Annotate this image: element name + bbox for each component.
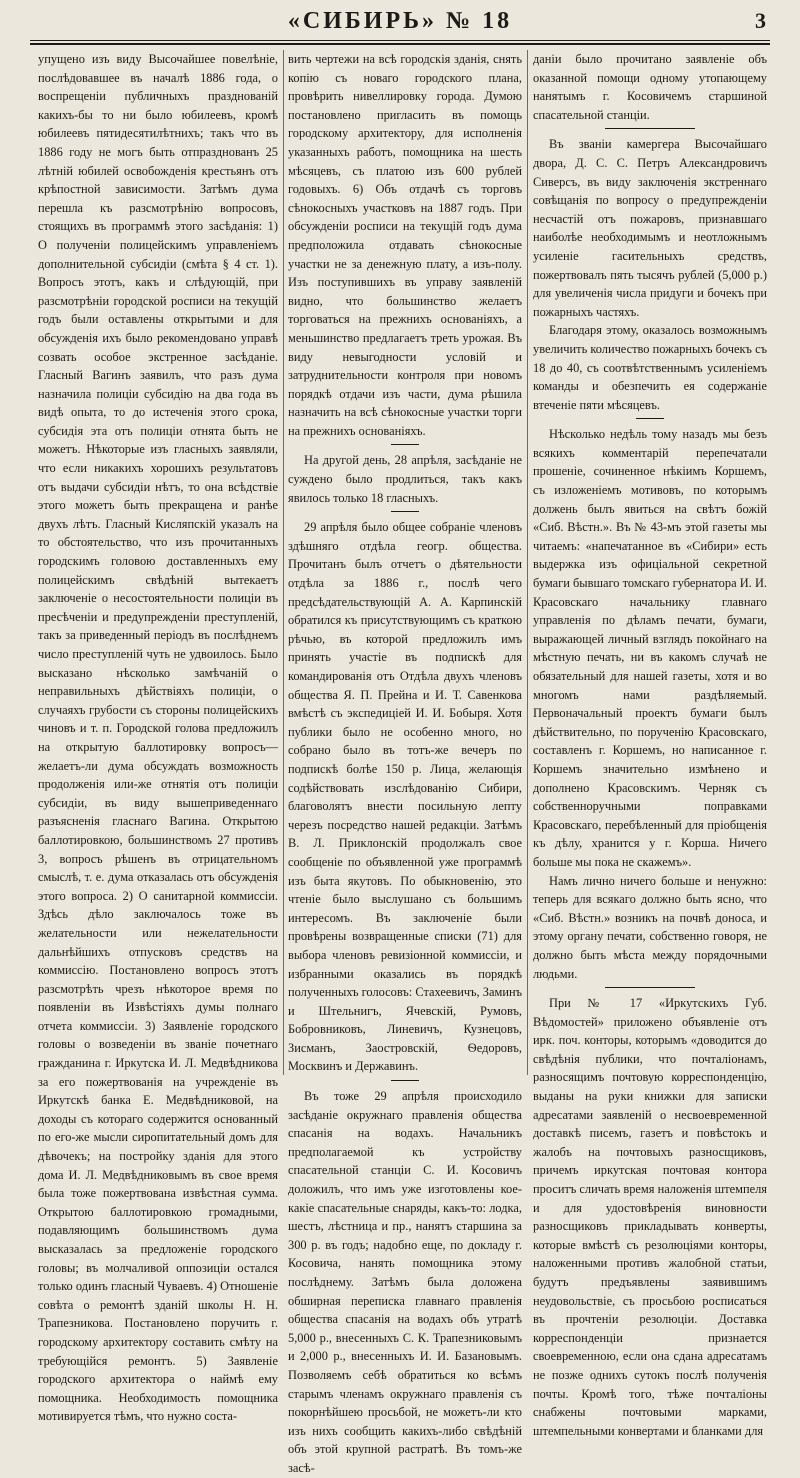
article-paragraph: Въ званіи камергера Высочайшаго двора, Д. С. С. Петръ Александровичъ Сиверсъ, въ виду заключенія экстреннаго совѣщанія по вопросу о предупрежденіи несчастій отъ пожаровъ, признавшаго наиболѣе необходимымъ и неотложнымъ усиленіе гасительныхъ средствъ, пожертвовалъ пять тысячъ рублей (5,000 р.) для увеличенія числа придуги и бочекъ при пожарныхъ частяхъ.	[533, 137, 767, 319]
article-paragraph: При № 17 «Иркутскихъ Губ. Вѣдомостей» приложено объявленіе отъ ирк. поч. конторы, которымъ «доводится до свѣдѣнія публики, что почталіонамъ, разносящимъ почтовую корреспонденцію, выданы на руки книжки для записки адресатами заявленій о несвоевременной доставкѣ писемъ, газетъ и повѣстокъ и жалобъ на почтовыхъ разносщиковъ, причемъ иркутская почтовая контора проситъ сличать время наложенія штемпеля и для удостовѣренія виновности разносщиковъ прикладывать конверты, которые вмѣстѣ съ резолюціями конторы, наложенными противъ жалобной статьи, будутъ предъявлены заявившимъ неудовольствіе, съ просьбою росписаться въ прочтеніи резолюціи. Доставка корреспонденціи признается своевременною, если она сдана адресатамъ не позже однихъ сутокъ послѣ полученія почты. Кромѣ того, тѣже почталіоны снабжены почтовыми марками, штемпельными конвертами и бланками для	[533, 996, 767, 1438]
column-3	[533, 50, 767, 1438]
section-separator	[636, 418, 664, 419]
column-1	[38, 50, 278, 1424]
article-paragraph: вить чертежи на всѣ городскія зданія, снять копію съ новаго городского плана, провѣрить нивеллировку города. Думою постановлено пригласить въ помощь городскому архитектору, для исполненія указанныхъ работъ, помощника на шесть мѣсяцевъ, съ платою изъ 600 рублей годовыхъ. 6) Объ отдачѣ съ торговъ сѣнокосныхъ участковъ на 1887 годъ. При обсужденіи росписи на текущій годъ дума предположила отдавать сѣнокосные участки не за денежную плату, а изъ-полу. Изъ поступившихъ въ управу заявленій видно, что большинство желаетъ торговаться на прежнихъ основаніяхъ, а меньшинство предлагаетъ треть урожая. Въ виду невыгодности условій и затруднительности контроля при новомъ порядкѣ отдачи изъ части, дума рѣшила назначить на всѣ сѣнокосные участки торги на прежнихъ основаніяхъ.	[288, 52, 522, 438]
article-paragraph: 29 апрѣля было общее собраніе членовъ здѣшняго отдѣла геогр. общества. Прочитанъ былъ отчетъ о дѣятельности отдѣла за 1886 г., послѣ чего предсѣдательствующій А. А. Карпинскій обратился къ присутствующимъ съ краткою рѣчью, въ которой предложилъ имъ принять участіе въ подпискѣ для командированія отъ Отдѣла двухъ членовъ общества Я. П. Прейна и И. Т. Савенкова вмѣстѣ съ экспедиціей И. И. Бобыря. Хотя публики было не особенно много, но собрано было въ тотъ-же вечеръ по подпискѣ болѣе 150 р. Лица, желающія содѣйствовать изслѣдованію Сибири, благоволятъ внести посильную лепту черезъ посредство нашей редакціи. Затѣмъ В. Л. Приклонскій продолжалъ свое сообщеніе по объявленной уже программѣ изъ быта якутовъ. По обыкновенію, это чтеніе было выслушано съ большимъ интересомъ. Въ заключеніе были провѣрены возвращенные списки (71) для выбора членовъ ревизіонной коммиссіи, и избранными оказались въ порядкѣ полученныхъ голосовъ: Стахеевичъ, Заминъ и Штельнигъ, Ячевскій, Румовъ, Бобровниковъ, Линевичъ, Кузнецовъ, Зисманъ, Заостровскій, Ѳедоровъ, Москвинъ и Державинъ.	[288, 520, 522, 1074]
page-header	[30, 8, 770, 34]
header-rule	[30, 40, 770, 41]
section-separator	[605, 987, 695, 988]
article-paragraph: Въ тоже 29 апрѣля происходило засѣданіе окружнаго правленія общества спасанія на водахъ. Начальникъ предполагаемой къ устройству спасательной станціи С. И. Косовичъ доложилъ, что имъ уже изготовлены кое-какіе спасательные снаряды, какъ-то: лодка, шестъ, лѣстница и пр., нанятъ старшина за 300 р. въ годъ; надобно еще, по докладу г. Косовича, нанять помощника этому послѣднему. Затѣмъ была доложена обширная переписка главнаго правленія общества спасанія на водахъ объ утратѣ 5,000 р., внесенныхъ С. К. Трапезниковымъ и 2,000 р., внесенныхъ И. И. Базановымъ. Позволяемъ себѣ обратиться ко всѣмъ старымъ членамъ окружнаго правленія съ покорнѣйшею просьбой, не можетъ-ли кто изъ нихъ сообщить какихъ-либо свѣдѣній объ этой крупной растратѣ. Въ томъ-же засѣ-	[288, 1089, 522, 1475]
section-separator	[391, 511, 419, 512]
article-paragraph: даніи было прочитано заявленіе объ оказанной помощи одному утопающему нанятымъ г. Косовичемъ старшиной спасательной станціи.	[533, 52, 767, 122]
section-separator	[605, 128, 695, 129]
article-paragraph: Благодаря этому, оказалось возможнымъ увеличить количество пожарныхъ бочекъ съ 18 до 40, съ соотвѣтственнымъ усиленіемъ команды и обезпечить ея содержаніе втеченіе пяти мѣсяцевъ.	[533, 323, 767, 412]
article-paragraph: На другой день, 28 апрѣля, засѣданіе не суждено было продлиться, такъ какъ явилось только 18 гласныхъ.	[288, 453, 522, 505]
article-paragraph: Нѣсколько недѣль тому назадъ мы безъ всякихъ комментарій перепечатали прошеніе, сочиненное нѣкіимъ Коршемъ, съ изложеніемъ мотивовъ, по которымъ должень былъ явиться на свѣтъ божій «Сиб. Вѣстн.». Въ № 43-мъ этой газеты мы читаемъ: «напечатанное въ «Сибири» есть выдержка изъ офиціальной секретной бумаги бывшаго томскаго губернатора И. И. Красовскаго начальнику главнаго управленія по дѣламъ печати, бумаги, выражающей личный взглядъ покойнаго на мѣстную печать, ни въ какомъ случаѣ не обязательный для нашей газеты, хотя и во многомъ нами раздѣляемый. Первоначальный проектъ бумаги былъ дѣйствительно, по порученію Красовскаго, составленъ г. Коршемъ, но написанное г. Коршемъ значительно измѣнено и дополнено Красовскимъ. Черняк съ собственноручными поправками Красовскаго, перебѣленный для пріобщенія къ дѣлу, хранится у г. Корша. Ничего больше мы пока не скажемъ».	[533, 427, 767, 869]
article-paragraph: Намъ лично ничего больше и ненужно: теперь для всякаго должно быть ясно, что «Сиб. Вѣстн.» возникъ на почвѣ доноса, и этому органу печати, собственно говоря, не должно быть мѣста между порядочными людьми.	[533, 873, 767, 981]
masthead: «СИБИРЬ» № 18	[287, 8, 513, 34]
section-separator	[391, 444, 419, 445]
column-divider	[283, 50, 284, 1075]
header-rule-thick	[30, 43, 770, 45]
page-number: 3	[755, 8, 766, 33]
column-divider	[527, 50, 528, 1075]
column-2	[288, 50, 522, 1475]
section-separator	[391, 1080, 419, 1081]
article-paragraph: упущено изъ виду Высочайшее повелѣніе, послѣдовавшее въ началѣ 1886 года, о воспрещеніи публичныхъ празднованій какихъ-бы то ни было юбилеевъ, кромѣ юбилеевъ пятидесятилѣтнихъ; такъ что въ 1886 году не могъ быть отпразднованъ 25 лѣтній юбилей освобожденія крестьянъ отъ крѣпостной зависимости. Затѣмъ дума перешла къ разсмотрѣнію вопросовъ, стоящихъ въ программѣ этого засѣданія: 1) О полученіи полицейскимъ управленіемъ дополнительной субсидіи (смѣта § 4 ст. 1). Вопросъ этотъ, какъ и слѣдующій, при разсмотрѣніи городской росписи на текущій годъ были оставлены открытыми и для обсужденія ихъ было рекомендовано управѣ созвать особое экстренное засѣданіе. Гласный Вагинъ заявилъ, что разъ дума назначила полиціи субсидію на два года въ видѣ опыта, то до истеченія этого срока, субсидія эта отъ полиціи отнята быть не можетъ. Нѣкоторые изъ гласныхъ заявляли, что если никакихъ хорошихъ результатовъ отъ выдачи субсидіи нѣтъ, то она всѣдствіе этого можетъ быть прекращена и ранѣе двухъ лѣтъ. Гласный Кисляпскій указалъ на то обстоятельство, что изъ прочитанныхъ городскимъ головою доставленныхъ ему полицейскимъ свѣдѣній вытекаетъ заключеніе о несостоятельности полиціи въ пресѣченіи и предупрежденіи преступленій, такъ за приведенный періодъ въ послѣднемъ число преступленій чуть не удвоилось. Было высказано нѣсколько замѣчаній о неправильныхъ дѣйствіяхъ полиціи, о случаяхъ грубости съ стороны полицейскихъ чиновъ и т. п. Городской голова предложилъ на открытую баллотировку вопросъ—желаетъ-ли дума обсуждать возможность продолженія или-же отнятія отъ полиціи субсидіи, въ виду вышеприведеннаго разъясненія гласнаго Вагина. Открытою баллотировкою, большинствомъ 27 противъ 3, вопросъ рѣшенъ въ отрицательномъ смыслѣ, т. е. дума отказалась отъ обсужденія этого вопроса. 2) О санитарной коммиссіи. Здѣсь дѣло заключалось тоже въ желательности или нежелательности дальнѣйшихъ отпусковъ средствъ на коммиссію. Постановлено вопросъ этотъ разсмотрѣть чрезъ нѣкоторое время по появленіи въ Извѣстіяхъ думы полнаго отчета коммиссіи. 3) Заявленіе городского головы о возведеніи въ званіе почетнаго гражданина г. Иркутска И. Л. Медвѣдникова за его пожертвованія на учрежденіе въ Иркутскѣ банка Е. Медвѣдниковой, на доходы съ котораго содержится основанный по его-же мысли сиропитательный домъ для дѣвочекъ; на постройку зданія для этого дома И. Л. Медвѣдниковымъ въ свое время была тоже пожертвована извѣстная сумма. Открытою баллотировкою громадными, подавляющимъ большинствомъ дума высказалась за предложеніе городского головы; въ молчаливой оппозиціи остался только одинъ гласный Чуваевъ. 4) Отношеніе совѣта о ремонтѣ зданій школы Н. Н. Трапезникова. Постановлено поручить г. городскому архитектору составить смѣту на требующійся ремонтъ. 5) Заявленіе городского архитектора о наймѣ ему помощника. Необходимость помощника мотивируется тѣмъ, что нужно соста-	[38, 52, 278, 1424]
